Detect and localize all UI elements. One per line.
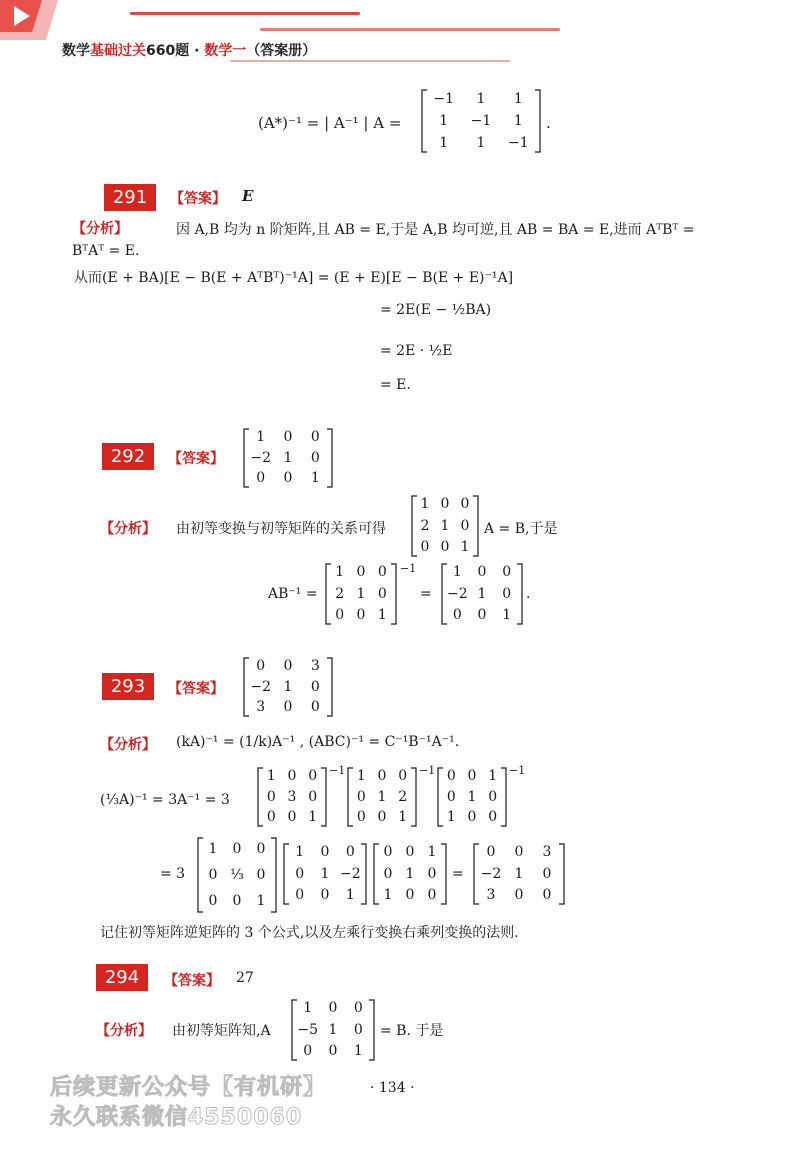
matrix-cell: 1 [405,865,415,882]
matrix-cell: 0 [542,886,552,903]
analysis-294-suffix: = B. 于是 [380,1023,444,1039]
header-rule-1 [130,12,360,15]
matrix-cell: 0 [398,767,408,784]
matrix-cell: 0 [266,788,276,805]
line3-lhs-293: = 3 [160,866,186,882]
matrix-cell: 0 [446,788,456,805]
matrix-cell: 0 [446,767,456,784]
matrix-cell: −1 [433,90,454,107]
analysis-294-text: 由初等矩阵知,A [172,1023,271,1039]
matrix-cell: 1 [335,564,345,581]
matrix-cell: 0 [310,699,320,716]
matrix-cell: 1 [310,470,320,487]
matrix-293-m3 [436,766,508,828]
matrix-cell: 0 [427,886,437,903]
matrix-cell: 0 [440,538,450,555]
matrix-cell: 1 [440,517,450,534]
matrix-cell: 0 [308,767,318,784]
matrix-cell: 0 [287,767,297,784]
matrix-cell: 0 [356,606,366,623]
derivation-291-line3: = 2E · ½E [380,343,453,359]
matrix-cell: 2 [420,517,430,534]
analysis-label-294: 【分析】 [96,1023,152,1039]
matrix-cell: 1 [320,865,330,882]
matrix-cell: 0 [345,844,355,861]
matrix-cell: 0 [427,865,437,882]
matrix-293-m7 [472,842,566,906]
analysis-label-291: 【分析】 [72,221,128,237]
matrix-cell: 0 [460,517,470,534]
matrix-cell: 0 [377,564,387,581]
matrix-cell: −2 [340,865,361,882]
matrix-cell: 1 [427,844,437,861]
matrix-cell: 1 [460,538,470,555]
matrix-cell: 3 [542,844,552,861]
matrix-cell: 1 [439,134,449,151]
analysis-292-suffix: A = B,于是 [484,521,558,537]
matrix-cell: 0 [514,844,524,861]
matrix-cell: −1 [508,134,529,151]
inverse-exponent-292: −1 [400,562,417,575]
matrix-cell: 2 [335,585,345,602]
matrix-cell: 0 [383,865,393,882]
matrix-cell: 0 [256,657,266,674]
matrix-cell: 2 [398,788,408,805]
header-rule-2 [260,28,560,31]
matrix-cell: 0 [356,564,366,581]
matrix-cell: 0 [320,886,330,903]
matrix-cell: 1 [377,788,387,805]
answer-label-292: 【答案】 [168,451,224,467]
matrix-cell: 0 [356,788,366,805]
matrix-cell: 0 [232,892,242,909]
matrix-cell: 1 [208,840,218,857]
inv-exp-m2: −1 [419,764,436,777]
matrix-cell: 0 [477,564,487,581]
derivation-291-line1: 从而(E + BA)[E − B(E + AᵀBᵀ)⁻¹A] = (E + E)[E − B(E + E)⁻¹A] [74,270,514,286]
problem-number-292: 292 [102,443,154,470]
matrix-cell: 0 [377,767,387,784]
matrix-cell: 1 [383,886,393,903]
matrix-cell: 1 [476,90,486,107]
line2-lhs-293: (⅓A)⁻¹ = 3A⁻¹ = 3 [100,792,230,808]
matrix-cell: 0 [303,1042,313,1059]
matrix-293-m1 [256,766,328,828]
matrix-cell: 0 [460,496,470,513]
matrix-cell: 1 [488,767,498,784]
matrix-cell: 3 [310,657,320,674]
equals-292: = [420,586,432,602]
matrix-cell: 0 [420,538,430,555]
matrix-cell: 1 [513,90,523,107]
matrix-cell: 0 [266,809,276,826]
matrix-cell: 0 [208,892,218,909]
matrix-cell: 1 [356,767,366,784]
matrix-cell: 0 [377,585,387,602]
derivation-291-line4: = E. [380,377,411,393]
matrix-cell: 1 [256,892,266,909]
matrix-cell: 1 [446,809,456,826]
analysis-292-text: 由初等变换与初等矩阵的关系可得 [176,521,386,537]
answer-label-293: 【答案】 [168,681,224,697]
matrix-cell: 1 [303,1000,313,1017]
analysis-label-293: 【分析】 [100,737,156,753]
answer-label-291: 【答案】 [170,191,226,207]
matrix-cell: 1 [420,496,430,513]
matrix-cell: 3 [486,886,496,903]
matrix-293-m5 [282,842,368,906]
note-293: 记住初等矩阵逆矩阵的 3 个公式,以及左乘行变换右乘列变换的法则. [100,925,519,941]
matrix-cell: ⅓ [230,866,244,883]
matrix-cell: 0 [320,844,330,861]
matrix-cell: 0 [310,428,320,445]
watermark-line1: 后续更新公众号【有机研】 [50,1075,327,1100]
matrix-cell: 1 [328,1021,338,1038]
matrix-cell: 1 [452,564,462,581]
matrix-cell: 0 [310,449,320,466]
matrix-cell: 1 [308,809,318,826]
matrix-cell: 0 [486,844,496,861]
matrix-cell: 0 [477,606,487,623]
matrix-cell: 1 [283,678,293,695]
matrix-cell: 0 [283,699,293,716]
matrix-cell: 0 [295,886,305,903]
watermark-line2: 永久联系微信4550060 [50,1105,303,1130]
matrix-cell: 0 [488,809,498,826]
matrix-cell: 0 [514,886,524,903]
matrix-cell: 1 [256,428,266,445]
matrix-294 [290,998,376,1062]
matrix-cell: 1 [356,585,366,602]
matrix-cell: 0 [467,767,477,784]
top-formula: (A*)⁻¹ = | A⁻¹ | A = [258,114,402,132]
matrix-cell: 1 [353,1042,363,1059]
matrix-cell: 0 [405,844,415,861]
matrix-cell: −5 [297,1021,318,1038]
matrix-293-m4 [196,836,278,914]
problem-number-293: 293 [102,673,154,700]
matrix-cell: 0 [452,606,462,623]
matrix-cell: 0 [308,788,318,805]
matrix-cell: 1 [467,788,477,805]
problem-number-291: 291 [104,184,156,211]
matrix-cell: 0 [335,606,345,623]
matrix-cell: 1 [476,134,486,151]
problem-number-294: 294 [96,964,148,991]
matrix-cell: 3 [287,788,297,805]
matrix-cell: 1 [439,112,449,129]
matrix-cell: 1 [295,844,305,861]
matrix-cell: 0 [542,865,552,882]
inv-exp-m1: −1 [329,764,346,777]
matrix-cell: 1 [283,449,293,466]
matrix-293-m6 [372,842,448,906]
matrix-cell: 0 [502,585,512,602]
top-matrix [420,88,542,154]
matrix-cell: 0 [287,809,297,826]
matrix-cell: 1 [502,606,512,623]
header-rule-3 [230,60,510,62]
matrix-cell: 1 [377,606,387,623]
corner-arrow-icon [0,0,70,45]
matrix-cell: 0 [283,428,293,445]
matrix-cell: 0 [467,809,477,826]
matrix-cell: 0 [232,840,242,857]
inv-exp-m3: −1 [509,764,526,777]
analysis-293-text: (kA)⁻¹ = (1/k)A⁻¹ , (ABC)⁻¹ = C⁻¹B⁻¹A⁻¹. [176,734,460,750]
analysis-291-line2: BᵀAᵀ = E. [72,243,140,259]
matrix-cell: 0 [283,657,293,674]
matrix-cell: 0 [256,470,266,487]
matrix-cell: 0 [328,1042,338,1059]
answer-matrix-292 [242,427,334,489]
matrix-cell: 0 [256,840,266,857]
matrix-cell: 1 [345,886,355,903]
answer-294: 27 [236,970,254,986]
matrix-cell: 0 [353,1000,363,1017]
matrix-cell: 0 [383,844,393,861]
matrix-cell: −2 [480,865,502,882]
answer-matrix-293 [242,656,334,718]
matrix-cell: 0 [283,470,293,487]
top-formula-period: . [546,114,551,132]
answer-label-294: 【答案】 [164,973,220,989]
page-number: · 134 · [370,1080,415,1096]
matrix-cell: 0 [440,496,450,513]
analysis-291-line1: 因 A,B 均为 n 阶矩阵,且 AB = E,于是 A,B 均可逆,且 AB = BA = E,进而 AᵀBᵀ = [176,222,695,238]
matrix-cell: −1 [470,112,492,129]
matrix-cell: 0 [310,678,320,695]
matrix-cell: 0 [405,886,415,903]
matrix-cell: 0 [256,866,266,883]
inverse-base-matrix-292 [324,562,398,626]
matrix-cell: 0 [488,788,498,805]
result-matrix-292 [440,562,524,626]
matrix-cell: 3 [256,699,266,716]
matrix-cell: 0 [356,809,366,826]
header-title: 数学基础过关660题 · 数学一（答案册） [62,43,317,59]
matrix-cell: 0 [328,1000,338,1017]
matrix-cell: −2 [250,678,271,695]
answer-291: E [242,187,254,205]
period-292: . [526,586,531,602]
analysis-label-292: 【分析】 [100,521,156,537]
matrix-cell: 1 [398,809,408,826]
matrix-cell: −2 [250,449,271,466]
matrix-cell: 0 [502,564,512,581]
derivation-291-line2: = 2E(E − ½BA) [380,302,492,318]
matrix-cell: 0 [295,865,305,882]
matrix-293-m2 [346,766,418,828]
matrix-cell: 1 [513,112,523,129]
elementary-matrix-292 [410,494,480,558]
matrix-cell: 0 [353,1021,363,1038]
matrix-cell: 0 [208,866,218,883]
equals-293: = [452,866,464,882]
matrix-cell: 1 [266,767,276,784]
matrix-cell: 1 [514,865,524,882]
matrix-cell: 1 [477,585,487,602]
matrix-cell: −2 [447,585,468,602]
result-lhs-292: AB⁻¹ = [268,586,318,602]
matrix-cell: 0 [377,809,387,826]
